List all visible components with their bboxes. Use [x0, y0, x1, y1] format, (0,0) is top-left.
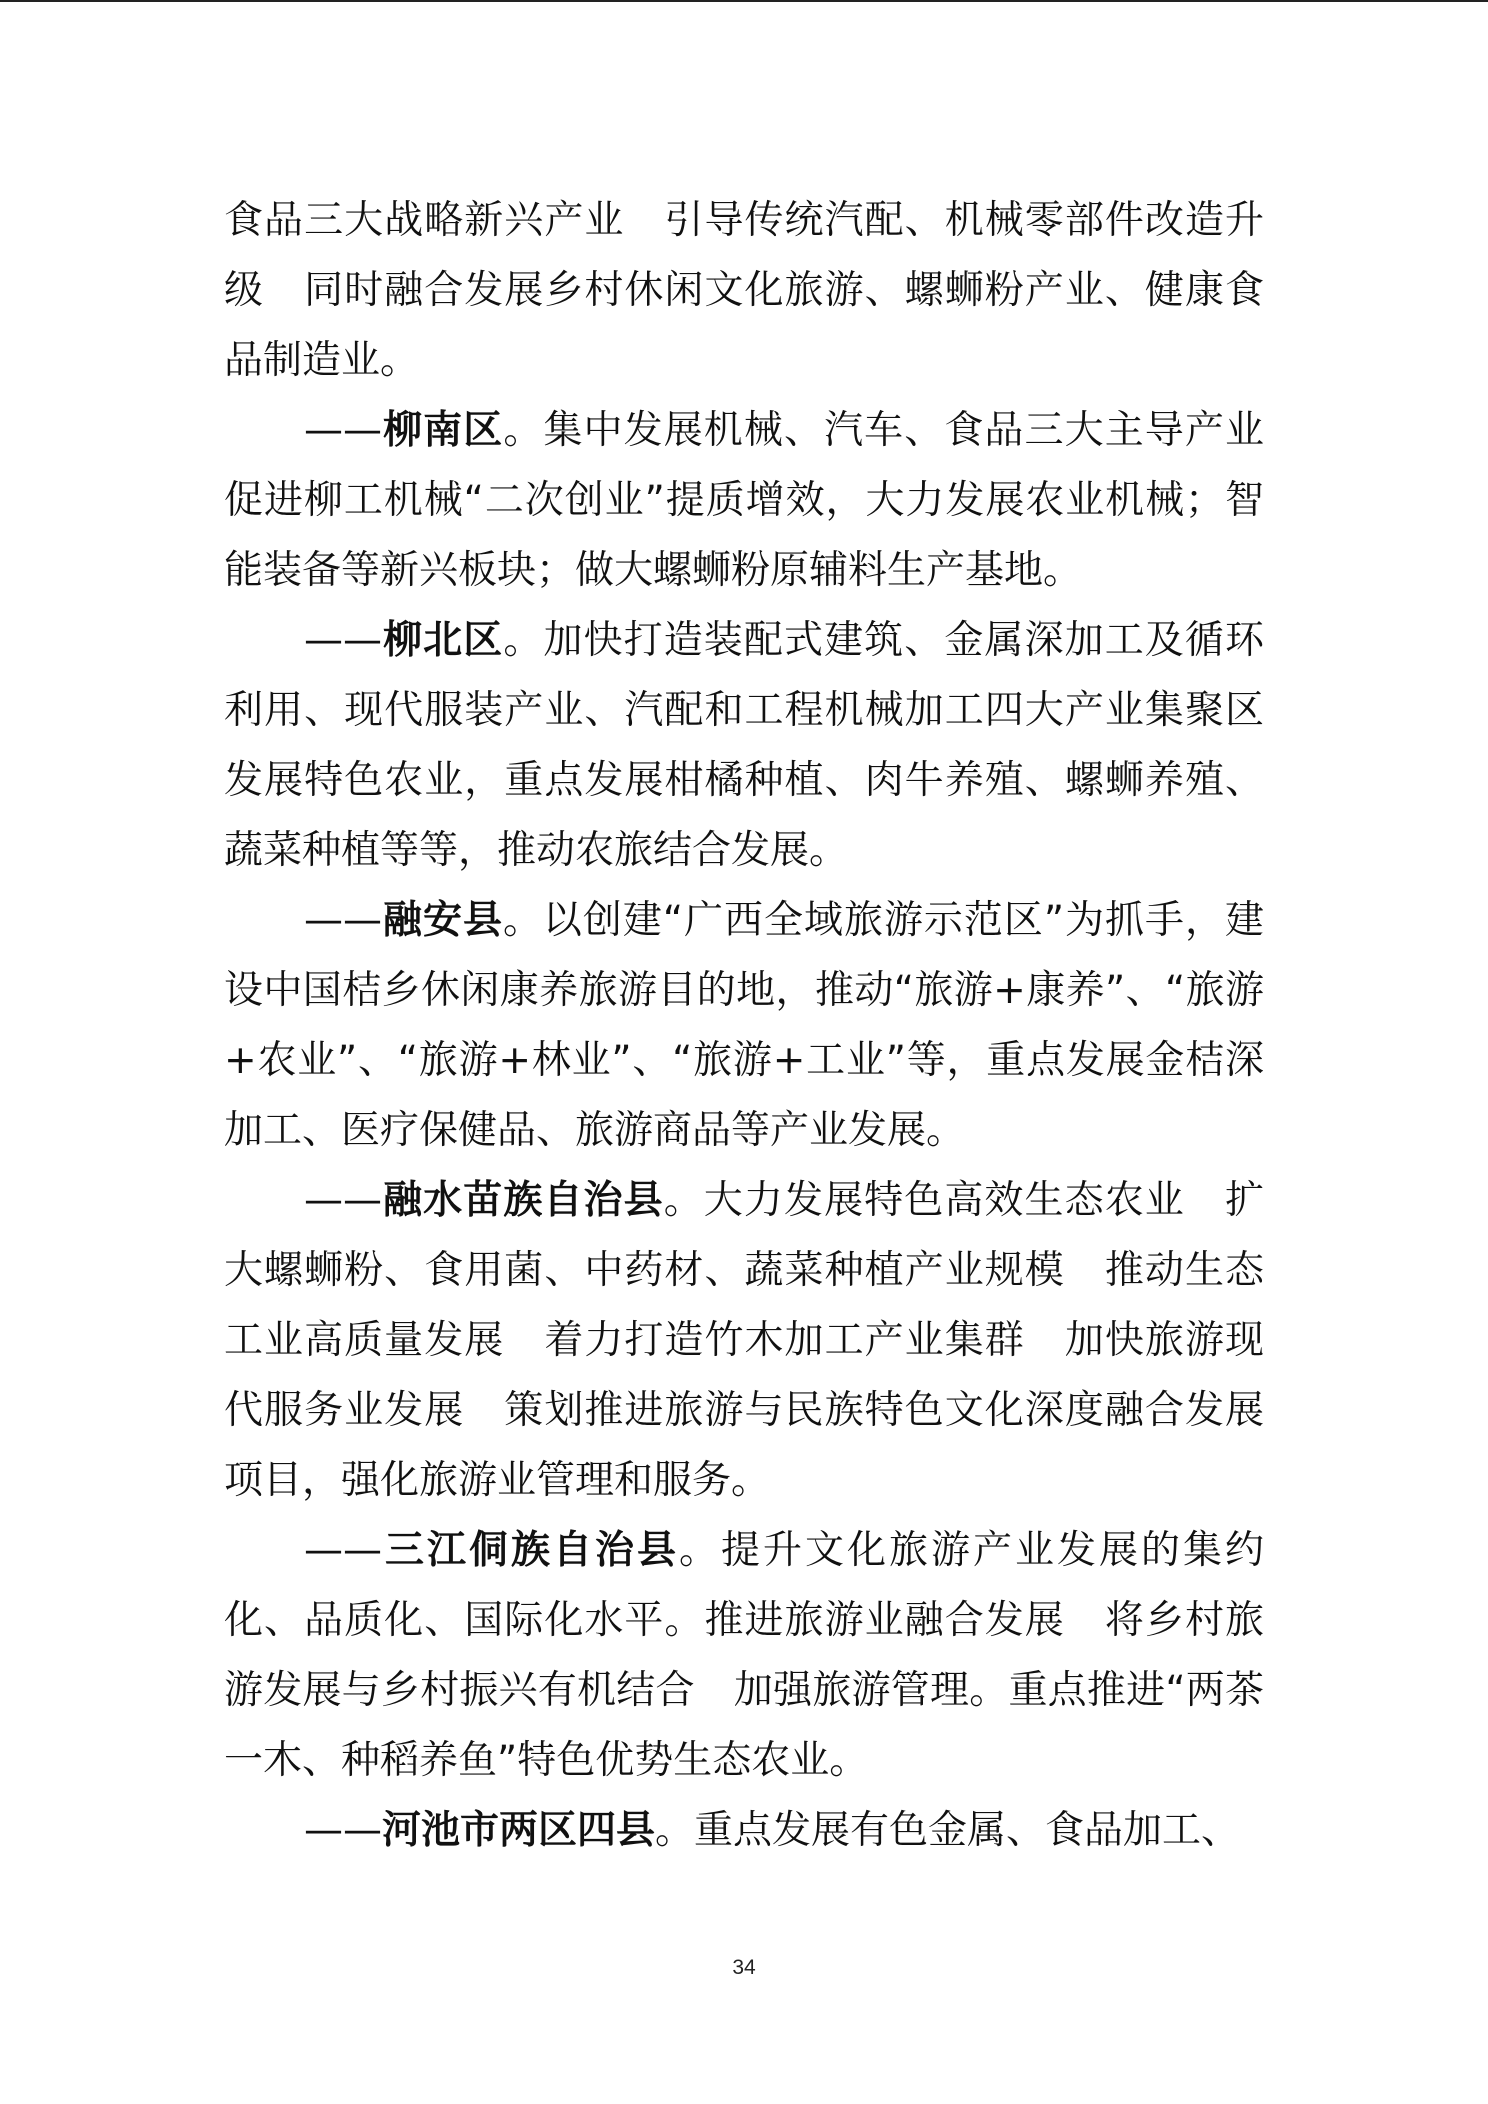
paragraph-heading: 融安县 — [382, 898, 503, 943]
paragraph-heading: 融水苗族自治县 — [382, 1178, 664, 1223]
paragraph-rongan-county — [224, 886, 1264, 1166]
em-dash: —— — [304, 618, 382, 663]
paragraph-text: 。提升文化旅游产业发展的集约化、品质化、国际化水平。推进旅游业融合发展 将乡村旅游发展与乡村振兴有机结合 加强旅游管理。重点推进“两茶一木、种稻养鱼”特色优势生态农业。 — [224, 1528, 1264, 1783]
page-number: 34 — [732, 1956, 756, 1979]
paragraph-text: 。以创建“广西全域旅游示范区”为抓手，建设中国桔乡休闲康养旅游目的地，推动“旅游+康养”、“旅游+农业”、“旅游+林业”、“旅游+工业”等，重点发展金桔深加工、医疗保健品、旅游商品等产业发展。 — [224, 898, 1264, 1153]
paragraph-continuation — [224, 186, 1264, 396]
paragraph-hechi-city — [224, 1796, 1264, 1866]
paragraph-heading: 三江侗族自治县 — [382, 1528, 679, 1573]
paragraph-heading: 柳南区 — [382, 408, 504, 453]
em-dash: —— — [304, 1808, 382, 1853]
paragraph-text: 。集中发展机械、汽车、食品三大主导产业 促进柳工机械“二次创业”提质增效，大力发展农业机械；智能装备等新兴板块；做大螺蛳粉原辅料生产基地。 — [224, 408, 1303, 593]
top-border-rule — [0, 0, 1488, 2]
document-body — [224, 186, 1304, 1866]
paragraph-text: 。加快打造装配式建筑、金属深加工及循环利用、现代服装产业、汽配和工程机械加工四大产业集聚区 发展特色农业，重点发展柑橘种植、肉牛养殖、螺蛳养殖、蔬菜种植等等，推动农旅结合发展。 — [224, 618, 1304, 873]
paragraph-liunan-district — [224, 396, 1303, 606]
em-dash: —— — [304, 1178, 382, 1223]
paragraph-text: 食品三大战略新兴产业 引导传统汽配、机械零部件改造升级 同时融合发展乡村休闲文化旅游、螺蛳粉产业、健康食品制造业。 — [224, 198, 1264, 383]
paragraph-rongshui-county — [224, 1166, 1264, 1516]
paragraph-text: 。大力发展特色高效生态农业 扩大螺蛳粉、食用菌、中药材、蔬菜种植产业规模 推动生态工业高质量发展 着力打造竹木加工产业集群 加快旅游现代服务业发展 策划推进旅游与民族特色文化深度融合发展项目，强化旅游业管理和服务。 — [224, 1178, 1264, 1503]
em-dash: —— — [304, 1528, 382, 1573]
paragraph-sanjiang-county — [224, 1516, 1264, 1796]
em-dash: —— — [304, 408, 382, 453]
paragraph-heading: 河池市两区四县 — [382, 1808, 656, 1853]
em-dash: —— — [304, 898, 382, 943]
paragraph-liubei-district — [224, 606, 1304, 886]
paragraph-heading: 柳北区 — [382, 618, 504, 663]
paragraph-text: 。重点发展有色金属、食品加工、 — [655, 1808, 1241, 1853]
